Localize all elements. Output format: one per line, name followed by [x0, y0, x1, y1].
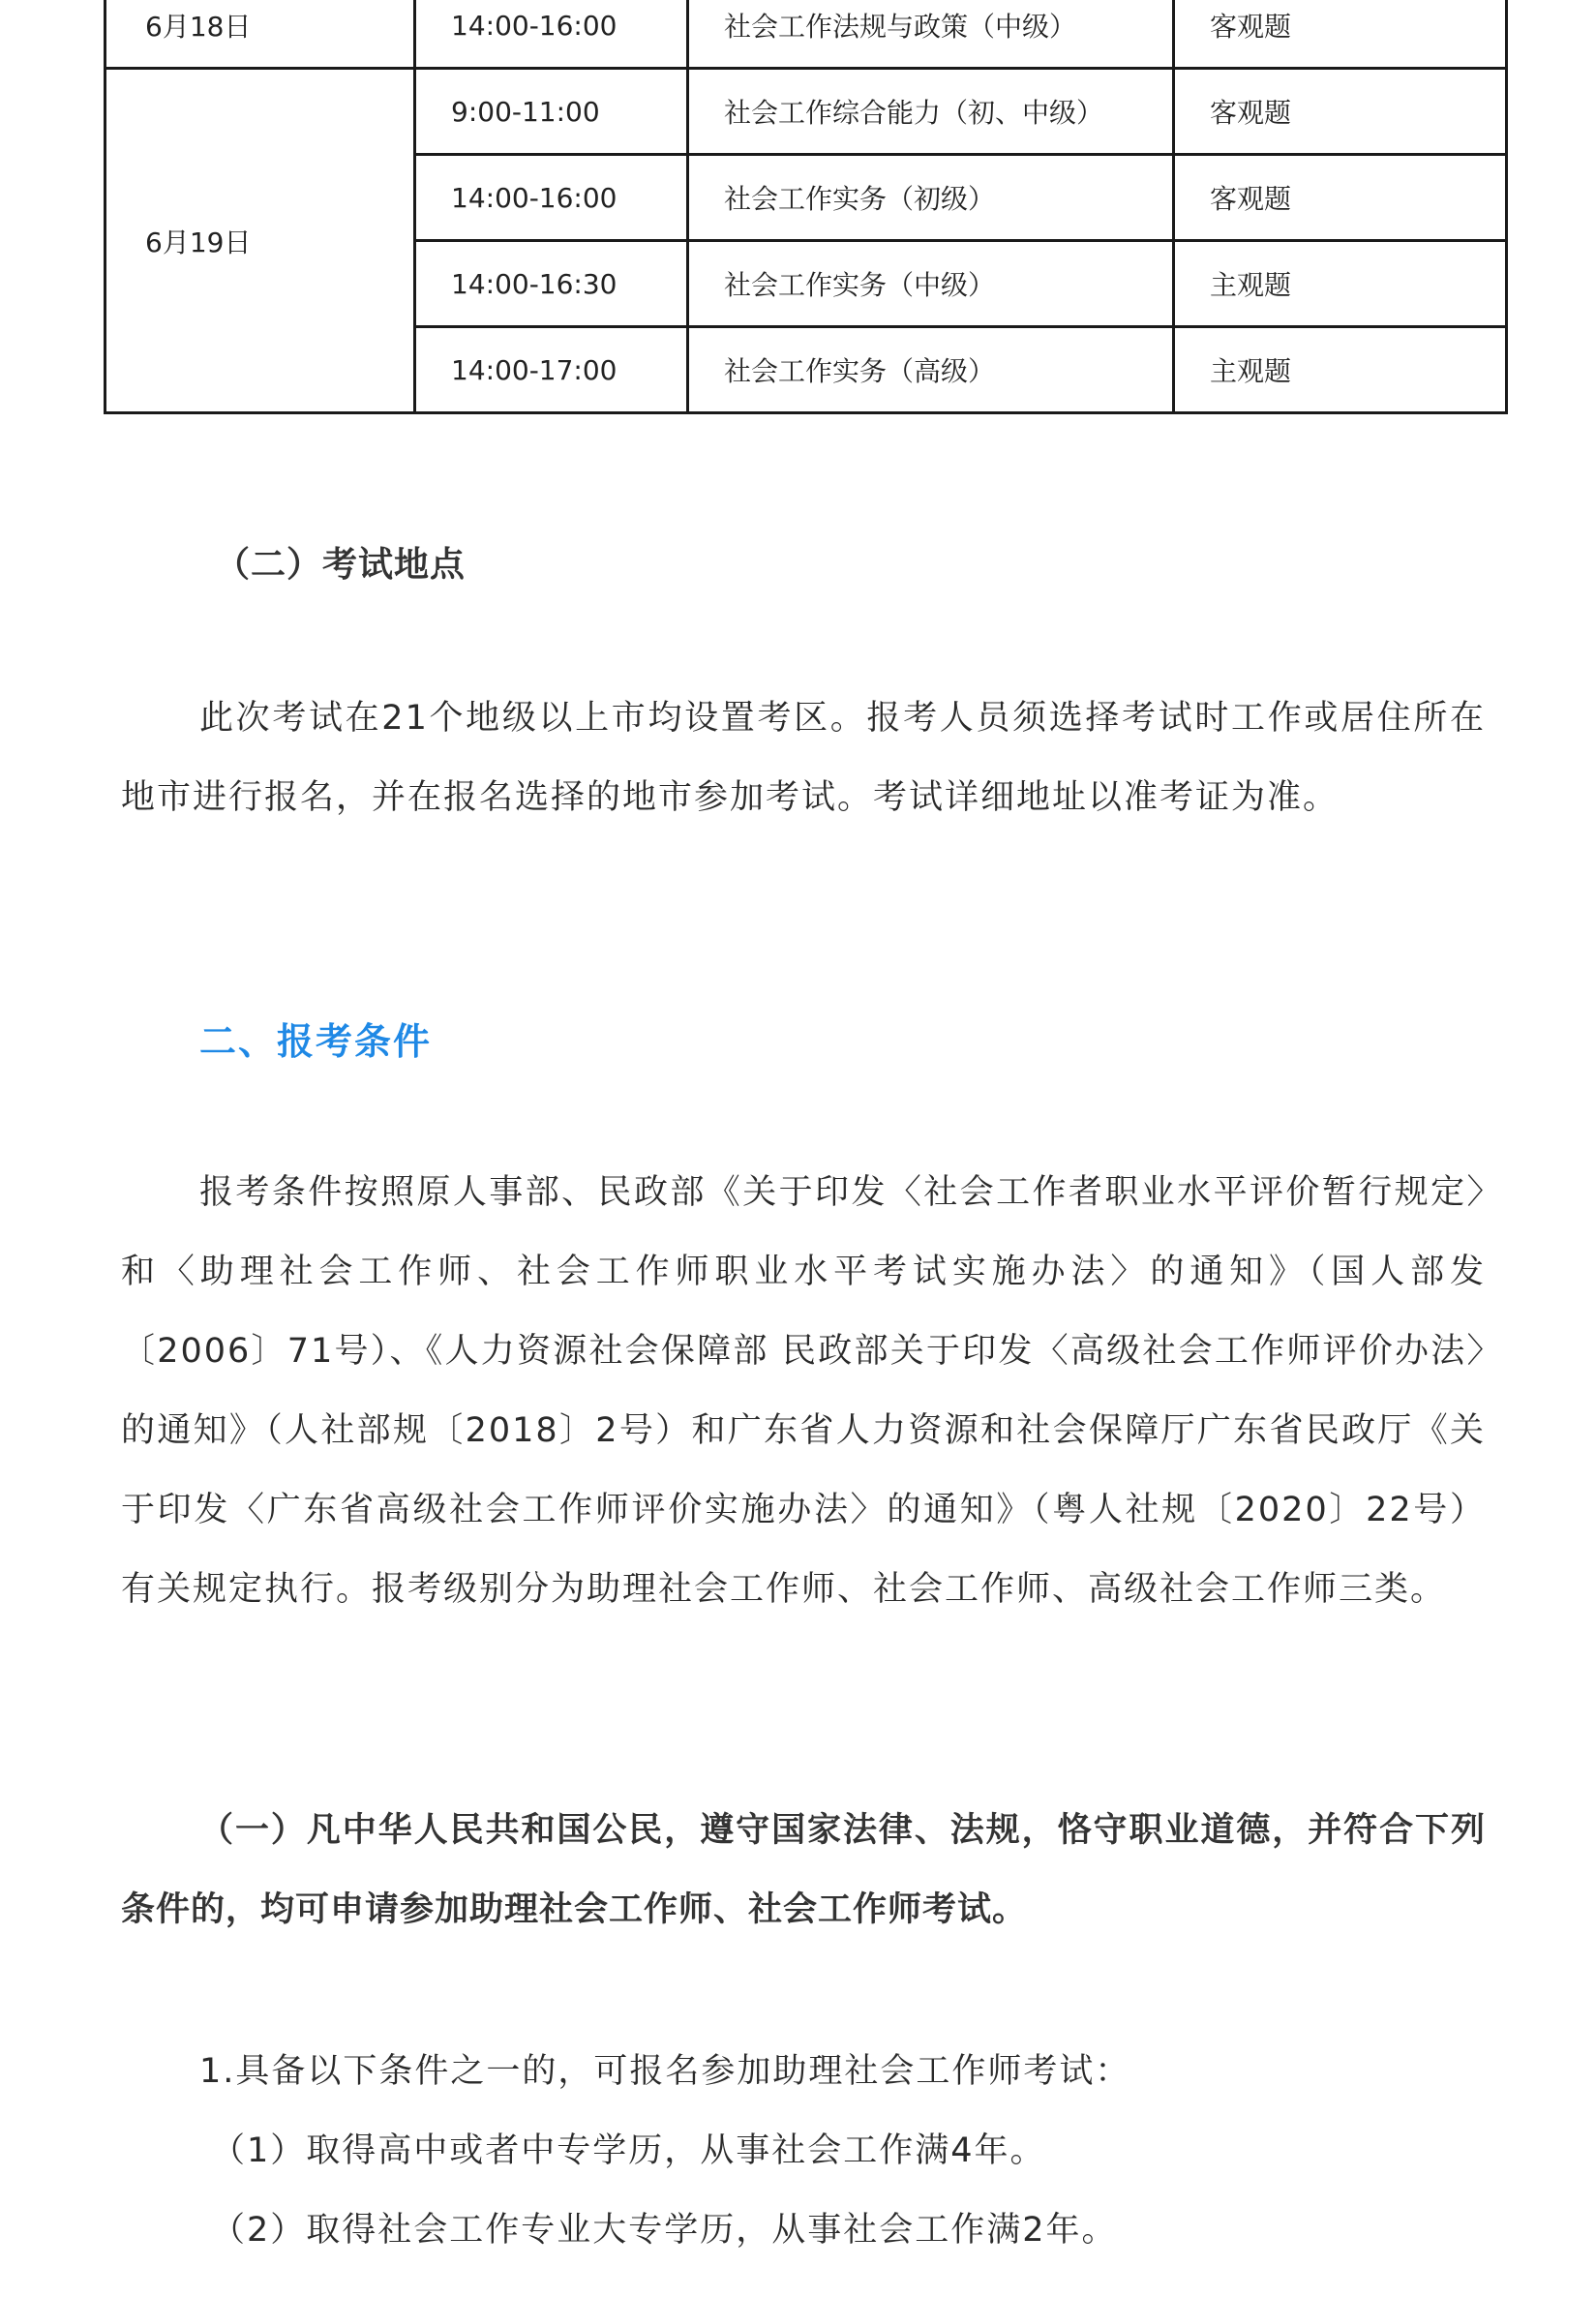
- table-row: [105, 0, 1507, 69]
- question-type-cell: 主观题: [1174, 241, 1507, 327]
- subject-cell: 社会工作法规与政策（中级）: [688, 0, 1174, 69]
- subject-cell: 社会工作实务（中级）: [688, 241, 1174, 327]
- date-cell: 6月18日: [105, 0, 415, 69]
- requirements-heading: 二、报考条件: [199, 1020, 433, 1063]
- exam-schedule-table: [104, 0, 1508, 414]
- assistant-condition-item: 1.具备以下条件之一的，可报名参加助理社会工作师考试：: [199, 2052, 1131, 2091]
- time-cell: 14:00-16:30: [415, 241, 688, 327]
- time-cell: 14:00-17:00: [415, 327, 688, 413]
- question-type-cell: 客观题: [1174, 0, 1507, 69]
- requirements-intro-paragraph: 报考条件按照原人事部、民政部《关于印发〈社会工作者职业水平评价暂行规定〉和〈助理社会工作师、社会工作师职业水平考试实施办法〉的通知》（国人部发〔2006〕71号）、《人力资源社会保障部 民政部关于印发〈高级社会工作师评价办法〉的通知》（人社部规〔2018〕2号）和广东省人力资源和社会保障厅广东省民政厅《关于印发〈广东省高级社会工作师评价实施办法〉的通知》（粤人社规〔2020〕22号）有关规定执行。报考级别分为助理社会工作师、社会工作师、高级社会工作师三类。: [121, 1173, 1486, 1609]
- time-cell: 14:00-16:00: [415, 0, 688, 69]
- exam-location-paragraph: 此次考试在21个地级以上市均设置考区。报考人员须选择考试时工作或居住所在地市进行报名，并在报名选择的地市参加考试。考试详细地址以准考证为准。: [121, 699, 1486, 817]
- condition-list-item: （2）取得社会工作专业大专学历，从事社会工作满2年。: [211, 2211, 1118, 2250]
- subject-cell: 社会工作实务（高级）: [688, 327, 1174, 413]
- exam-location-heading: （二）考试地点: [215, 545, 467, 585]
- time-cell: 14:00-16:00: [415, 155, 688, 241]
- table-row: [105, 69, 1507, 155]
- eligibility-subheading: （一）凡中华人民共和国公民，遵守国家法律、法规，恪守职业道德，并符合下列条件的，均可申请参加助理社会工作师、社会工作师考试。: [121, 1811, 1486, 1929]
- question-type-cell: 客观题: [1174, 155, 1507, 241]
- question-type-cell: 客观题: [1174, 69, 1507, 155]
- date-cell: 6月19日: [105, 69, 415, 413]
- subject-cell: 社会工作综合能力（初、中级）: [688, 69, 1174, 155]
- condition-list-item: （1）取得高中或者中专学历，从事社会工作满4年。: [211, 2131, 1046, 2170]
- time-cell: 9:00-11:00: [415, 69, 688, 155]
- subject-cell: 社会工作实务（初级）: [688, 155, 1174, 241]
- question-type-cell: 主观题: [1174, 327, 1507, 413]
